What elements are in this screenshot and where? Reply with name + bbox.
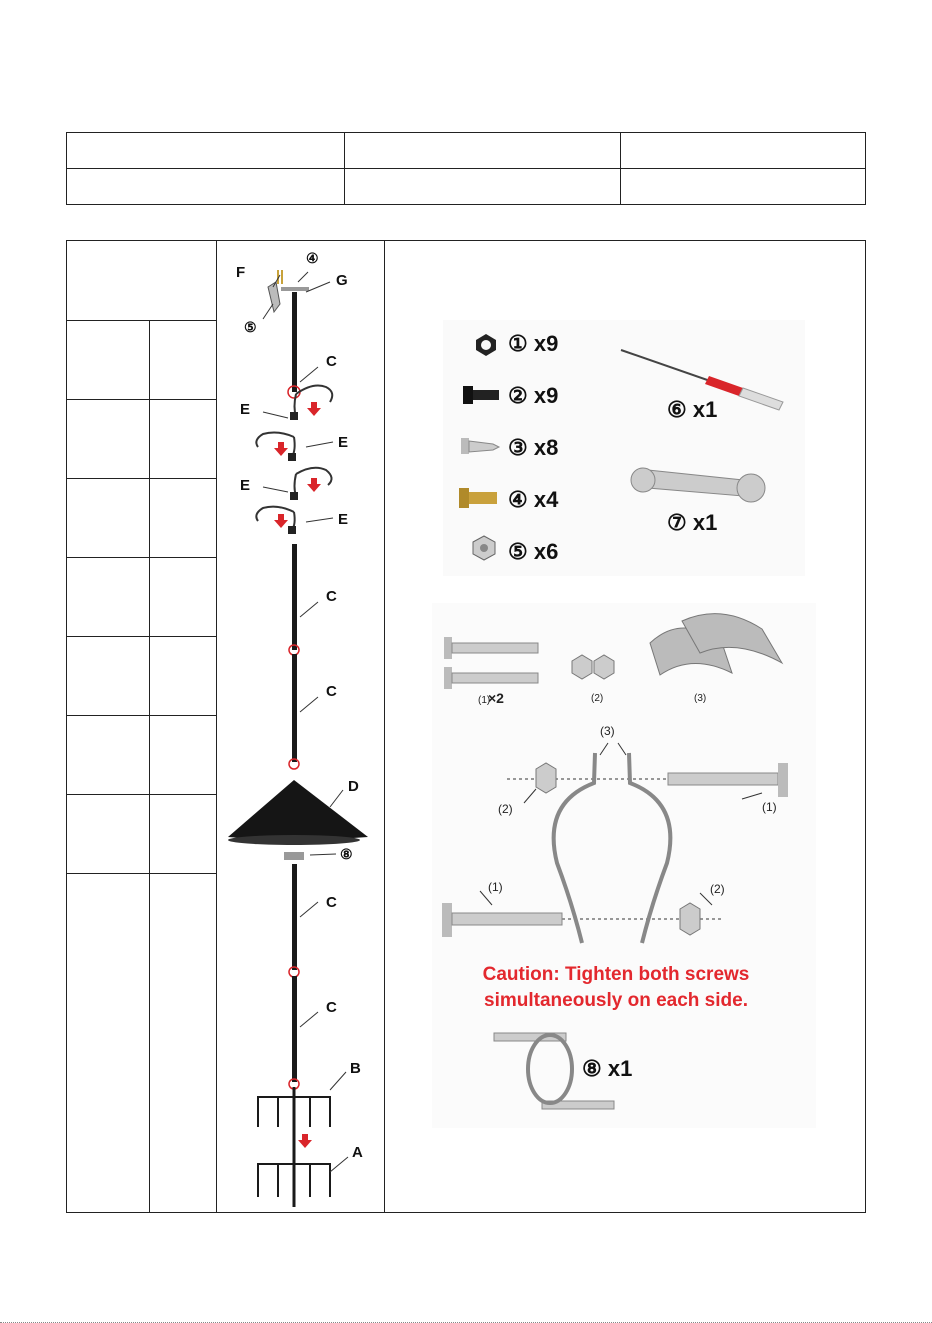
caution-line: Caution: Tighten both screws bbox=[482, 964, 750, 985]
header-table-cell bbox=[621, 133, 866, 169]
part-row-4 bbox=[508, 487, 558, 513]
nut-icon bbox=[680, 903, 700, 935]
sub-label-3: (3) bbox=[694, 693, 707, 704]
part-number: ④ bbox=[508, 487, 528, 512]
black-screw-icon bbox=[463, 386, 499, 404]
diagram-label-2: (2) bbox=[498, 802, 513, 816]
part-row-2 bbox=[508, 383, 558, 409]
row-divider bbox=[66, 399, 216, 400]
down-arrow-icon bbox=[274, 402, 321, 528]
row-divider bbox=[66, 320, 216, 321]
part-number: ① bbox=[508, 331, 528, 356]
wood-screw-icon bbox=[461, 438, 499, 454]
part-qty: x1 bbox=[692, 510, 718, 535]
label-c: C bbox=[326, 683, 337, 700]
column-divider bbox=[384, 240, 385, 1213]
column-divider bbox=[149, 320, 150, 1213]
part-number: ⑤ bbox=[508, 539, 528, 564]
header-table-cell bbox=[67, 169, 345, 204]
header-table-cell bbox=[345, 169, 621, 204]
column-divider bbox=[216, 240, 217, 1213]
part-qty: x9 bbox=[533, 383, 559, 408]
label-f: F bbox=[236, 264, 246, 281]
row-divider bbox=[66, 715, 216, 716]
header-table-cell bbox=[621, 169, 866, 204]
label-e: E bbox=[240, 401, 251, 418]
clamp-icon bbox=[284, 852, 304, 860]
sub-label-1: (1) bbox=[478, 695, 491, 706]
diagram-label-3: (3) bbox=[600, 724, 615, 738]
part-number: ⑧ bbox=[582, 1056, 602, 1081]
bolt-icon bbox=[444, 637, 538, 659]
sub-label-2: (2) bbox=[591, 693, 604, 704]
part-number: ⑥ bbox=[667, 397, 687, 422]
cap-nut-icon bbox=[473, 536, 495, 560]
row-divider bbox=[66, 794, 216, 795]
bolt-icon bbox=[444, 667, 538, 689]
strap-icon bbox=[650, 614, 782, 675]
part-number: ② bbox=[508, 383, 528, 408]
nut-icon bbox=[536, 763, 556, 793]
label-c: C bbox=[326, 999, 337, 1016]
bolt-qty: ×2 bbox=[488, 690, 504, 706]
part-qty: x8 bbox=[533, 435, 559, 460]
row-divider bbox=[66, 873, 216, 874]
assembled-clamp-label bbox=[582, 1056, 632, 1082]
part-qty: x9 bbox=[533, 331, 559, 356]
down-arrow-icon bbox=[298, 1134, 312, 1148]
nut-icon bbox=[572, 655, 614, 679]
row-divider bbox=[66, 478, 216, 479]
caution-note bbox=[436, 962, 796, 1014]
brass-screw-icon bbox=[459, 488, 497, 508]
part-qty: x1 bbox=[607, 1056, 633, 1081]
pole-segment-icon bbox=[292, 976, 297, 1082]
row-divider bbox=[66, 557, 216, 558]
header-table bbox=[66, 132, 866, 205]
clamp-kit-diagram bbox=[432, 603, 816, 1128]
part-number: ③ bbox=[508, 435, 528, 460]
label-g: G bbox=[336, 272, 348, 289]
baffle-icon bbox=[228, 780, 368, 842]
strap-icon bbox=[554, 753, 671, 943]
part-row-1 bbox=[508, 331, 558, 357]
top-bracket-icon bbox=[268, 270, 309, 312]
part-number: ⑦ bbox=[667, 510, 687, 535]
label-c: C bbox=[326, 353, 337, 370]
label-8: ⑧ bbox=[340, 846, 353, 862]
assembly-diagram bbox=[218, 242, 383, 1210]
pole-segment-icon bbox=[292, 654, 297, 762]
diagram-label-2: (2) bbox=[710, 882, 725, 896]
label-e: E bbox=[240, 477, 251, 494]
part-qty: x4 bbox=[533, 487, 559, 512]
bolt-icon bbox=[442, 903, 562, 937]
pole-segment-icon bbox=[292, 544, 297, 650]
bolt-icon bbox=[668, 763, 788, 797]
header-table-cell bbox=[345, 133, 621, 169]
diagram-label-1: (1) bbox=[488, 880, 503, 894]
pole-segment-icon bbox=[292, 292, 297, 392]
label-e: E bbox=[338, 511, 349, 528]
caution-line: simultaneously on each side. bbox=[484, 990, 748, 1011]
label-c: C bbox=[326, 588, 337, 605]
row-divider bbox=[66, 636, 216, 637]
part-row-6 bbox=[667, 397, 717, 423]
hardware-icons bbox=[443, 320, 805, 576]
label-e: E bbox=[338, 434, 349, 451]
label-a: A bbox=[352, 1144, 363, 1161]
label-b: B bbox=[350, 1060, 361, 1077]
pole-segment-icon bbox=[292, 864, 297, 970]
part-row-3 bbox=[508, 435, 558, 461]
leader-lines bbox=[263, 272, 348, 1172]
part-qty: x6 bbox=[533, 539, 559, 564]
label-4: ④ bbox=[306, 250, 319, 266]
part-row-5 bbox=[508, 539, 558, 565]
part-qty: x1 bbox=[692, 397, 718, 422]
wrench-icon bbox=[631, 468, 765, 502]
label-c: C bbox=[326, 894, 337, 911]
label-5: ⑤ bbox=[244, 319, 257, 335]
diagram-label-1: (1) bbox=[762, 800, 777, 814]
label-d: D bbox=[348, 778, 359, 795]
part-row-7 bbox=[667, 510, 717, 536]
header-table-cell bbox=[67, 133, 345, 169]
